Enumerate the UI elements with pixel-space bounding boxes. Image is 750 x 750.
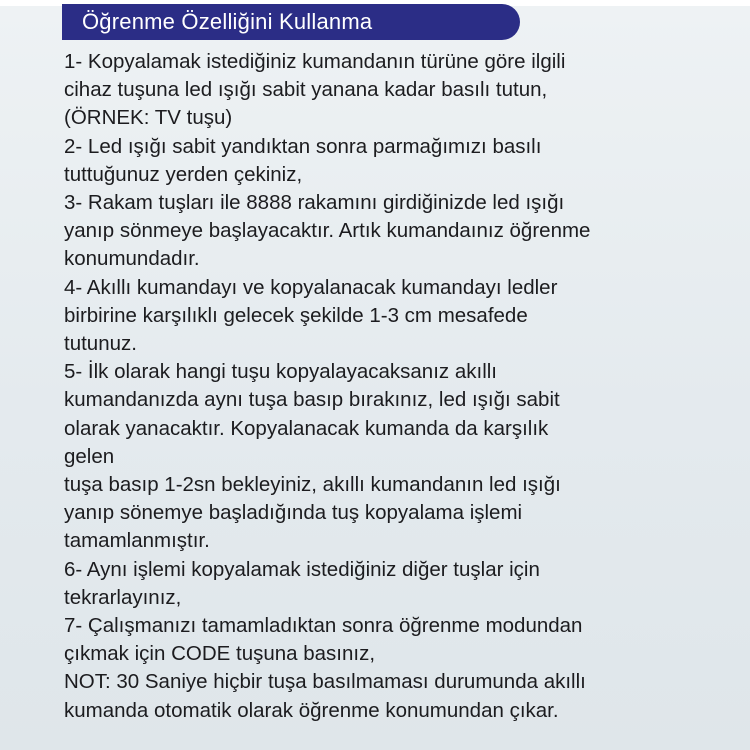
- text-line: tekrarlayınız,: [64, 585, 182, 609]
- text-line: (ÖRNEK: TV tuşu): [64, 106, 233, 130]
- text-line: tutunuz.: [64, 332, 137, 356]
- text-line: NOT: 30 Saniye hiçbir tuşa basılmaması durumunda akıllı: [64, 670, 586, 694]
- text-line: 4- Akıllı kumandayı ve kopyalanacak kumandayı ledler: [64, 275, 558, 299]
- text-line: 3- Rakam tuşları ile 8888 rakamını girdiğinizde led ışığı: [64, 191, 565, 215]
- text-line: 6- Aynı işlemi kopyalamak istediğiniz diğer tuşlar için: [64, 557, 540, 581]
- section-title: Öğrenme Özelliğini Kullanma: [82, 9, 373, 34]
- text-line: 7- Çalışmanızı tamamladıktan sonra öğrenme modundan: [64, 614, 583, 638]
- text-line: kumandanızda aynı tuşa basıp bırakınız, led ışığı sabit: [64, 388, 560, 412]
- text-line: cihaz tuşuna led ışığı sabit yanana kadar basılı tutun,: [64, 78, 548, 102]
- text-line: gelen: [64, 444, 115, 468]
- text-line: 2- Led ışığı sabit yandıktan sonra parmağımızı basılı: [64, 134, 542, 158]
- text-line: yanıp sönmeye başlayacaktır. Artık kumandaınız öğrenme: [64, 219, 591, 243]
- text-line: tamamlanmıştır.: [64, 529, 210, 553]
- section-header: [62, 4, 520, 40]
- text-line: 5- İlk olarak hangi tuşu kopyalayacaksanız akıllı: [64, 360, 498, 384]
- text-line: olarak yanacaktır. Kopyalanacak kumanda da karşılık: [64, 416, 549, 440]
- text-line: çıkmak için CODE tuşuna basınız,: [64, 642, 376, 666]
- text-line: tuttuğunuz yerden çekiniz,: [64, 162, 303, 186]
- text-line: kumanda otomatik olarak öğrenme konumundan çıkar.: [64, 698, 559, 722]
- text-line: birbirine karşılıklı gelecek şekilde 1-3 cm mesafede: [64, 303, 528, 327]
- text-line: konumundadır.: [64, 247, 200, 271]
- instruction-text: [64, 48, 740, 725]
- text-line: yanıp sönemye başladığında tuş kopyalama işlemi: [64, 501, 523, 525]
- text-line: tuşa basıp 1-2sn bekleyiniz, akıllı kumandanın led ışığı: [64, 473, 561, 497]
- text-line: 1- Kopyalamak istediğiniz kumandanın türüne göre ilgili: [64, 50, 566, 73]
